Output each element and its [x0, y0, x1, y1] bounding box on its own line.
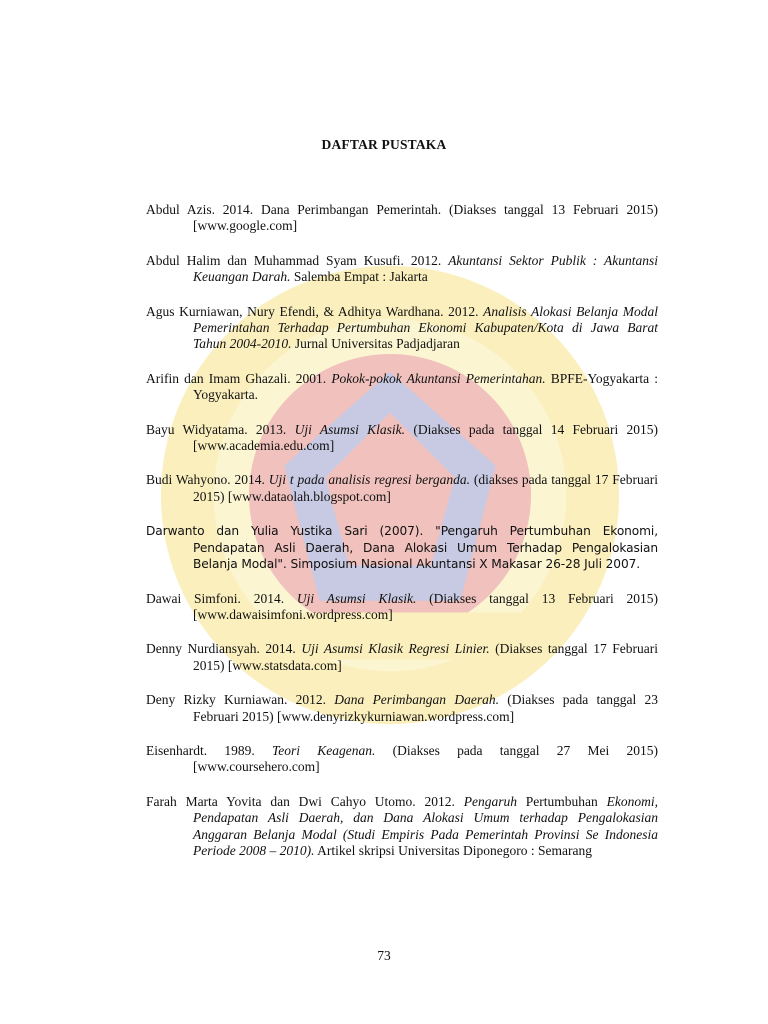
page-title: DAFTAR PUSTAKA: [321, 137, 447, 152]
reference-list: [146, 202, 658, 877]
reference-entry: Deny Rizky Kurniawan. 2012. Dana Perimbangan Daerah. (Diakses pada tanggal 23 Februari 2015) [www.denyrizkykurniawan.wordpress.com]: [146, 692, 658, 724]
reference-entry: Abdul Azis. 2014. Dana Perimbangan Pemerintah. (Diakses tanggal 13 Februari 2015) [www.google.com]: [146, 202, 658, 234]
reference-entry: Bayu Widyatama. 2013. Uji Asumsi Klasik. (Diakses pada tanggal 14 Februari 2015) [www.academia.edu.com]: [146, 421, 659, 454]
reference-entry: Darwanto dan Yulia Yustika Sari (2007). "Pengaruh Pertumbuhan Ekonomi, Pendapatan Asli Daerah, Dana Alokasi Umum Terhadap Pengalokasian Belanja Modal". Simposium Nasional Akuntansi X Makasar 26-28 Juli 2007.: [146, 524, 658, 572]
reference-entry: Budi Wahyono. 2014. Uji t pada analisis regresi berganda. (diakses pada tanggal 17 Februari 2015) [www.dataolah.blogspot.com]: [146, 472, 658, 504]
page-number: 73: [377, 948, 391, 963]
reference-entry: Arifin dan Imam Ghazali. 2001. Pokok-pokok Akuntansi Pemerintahan. BPFE-Yogyakarta : Yogyakarta.: [146, 370, 658, 403]
reference-entry: Eisenhardt. 1989. Teori Keagenan. (Diakses pada tanggal 27 Mei 2015) [www.coursehero.com]: [146, 742, 658, 775]
reference-entry: Abdul Halim dan Muhammad Syam Kusufi. 2012. Akuntansi Sektor Publik : Akuntansi Keuangan Darah. Salemba Empat : Jakarta: [146, 252, 658, 285]
reference-entry: Agus Kurniawan, Nury Efendi, & Adhitya Wardhana. 2012. Analisis Alokasi Belanja Modal Pemerintahan Terhadap Pertumbuhan Ekonomi Kabupaten/Kota di Jawa Barat Tahun 2004-2010. Jurnal Universitas Padjadjaran: [146, 303, 658, 352]
reference-entry: Denny Nurdiansyah. 2014. Uji Asumsi Klasik Regresi Linier. (Diakses tanggal 17 Februari 2015) [www.statsdata.com]: [146, 641, 658, 673]
reference-entry: Dawai Simfoni. 2014. Uji Asumsi Klasik. (Diakses tanggal 13 Februari 2015) [www.dawaisimfoni.wordpress.com]: [146, 590, 658, 622]
reference-entry: Farah Marta Yovita dan Dwi Cahyo Utomo. 2012. Pengaruh Pertumbuhan Ekonomi, Pendapatan Asli Daerah, dan Dana Alokasi Umum terhadap Pengalokasian Anggaran Belanja Modal (Studi Empiris Pada Pemerintah Provinsi Se Indonesia Periode 2008 – 2010). Artikel skripsi Universitas Diponegoro : Semarang: [146, 793, 658, 858]
